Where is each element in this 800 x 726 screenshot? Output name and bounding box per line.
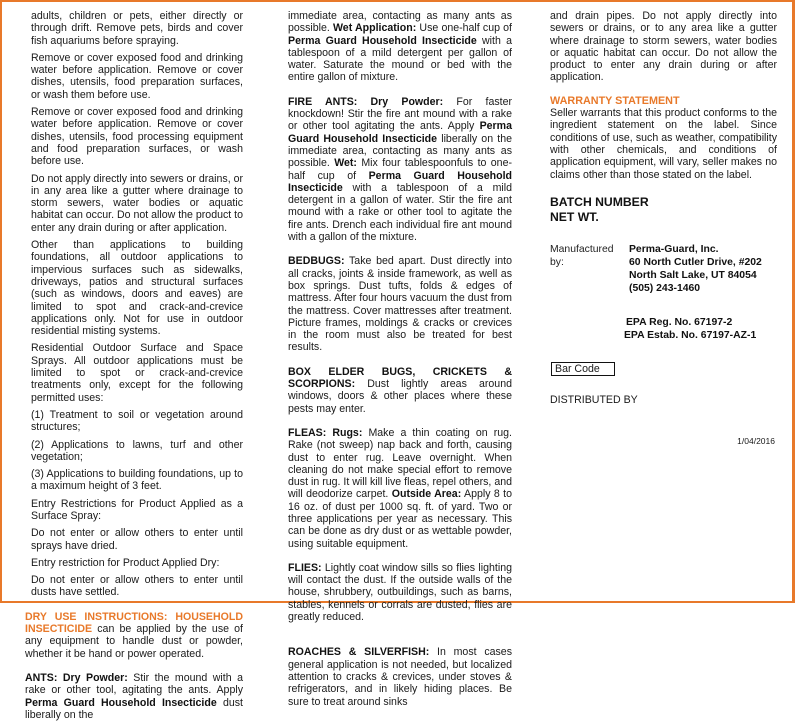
flies-section: FLIES: Lightly coat window sills so flies lighting will contact the dust. If the outside walls of the house, shrubbery, outbuildings, such as barns, stables, kennels or corrals are dusted, flies are greatly reduced.: [288, 561, 512, 624]
label-date: 1/04/2016: [737, 436, 775, 447]
product-name: Perma Guard Household Insecticide: [25, 696, 217, 709]
dry-use-instructions: DRY USE INSTRUCTIONS: HOUSEHOLD INSECTICIDE can be applied by the use of any equipment to handle dust or powder, whether it be hand or power operated.: [25, 610, 243, 660]
batch-number: BATCH NUMBER: [550, 194, 649, 209]
box-elder-section: BOX ELDER BUGS, CRICKETS & SCORPIONS: Dust lightly areas around windows, doors & other places where these pests may enter.: [288, 365, 512, 415]
distributed-by: DISTRIBUTED BY: [550, 393, 638, 406]
product-name: Perma Guard Household Insecticide: [288, 34, 477, 47]
warranty-heading: WARRANTY STATEMENT: [550, 94, 680, 107]
epa-reg-number: EPA Reg. No. 67197-2: [626, 316, 733, 328]
flies-label: FLIES:: [288, 561, 322, 574]
epa-estab-number: EPA Estab. No. 67197-AZ-1: [624, 329, 757, 341]
bedbugs-label: BEDBUGS:: [288, 255, 345, 268]
column-1: [25, 10, 244, 726]
epa-block: [626, 316, 777, 342]
manufacturer-address-1: 60 North Cutler Drive, #202: [629, 256, 762, 268]
manufacturer-phone: (505) 243-1460: [629, 282, 701, 294]
fleas-section: FLEAS: Rugs: Make a thin coating on rug. Rake (not sweep) nap back and forth, causing dust to enter rug. Leave overnight. When cleaning do not make special effort to remove dust in rug. It will kill live fleas, repel others, and will deodorize carpet. Outside Area: Apply 8 to 16 oz. of dust per 1000 sq. ft. of yard. Two or three applications per year as necessary. This can be done as dry dust or as wettable powder, using suitable equipment.: [288, 426, 512, 550]
fire-ants-section: FIRE ANTS: Dry Powder: For faster knockdown! Stir the fire ant mound with a rake or other tool agitating the ants. Apply Perma Guard Household Insecticide liberally on the immediate area, contacting as many ants as possible. Wet: Mix four tablespoonfuls to one-half cup of Perma Guard Household Insecticide with a tablespoon of a mild detergent in a gallon of water. Stir the fire ant mound with a rake or other tool to agitate the fire ants. Drench each individual fire ant mound with a gallon of the mixture.: [288, 95, 512, 244]
bedbugs-section: BEDBUGS: Take bed apart. Dust directly into all cracks, joints & inside framework, as well as box springs. Dust tufts, folds & edges of mattress. After four hours vacuum the dust from the mattress. Cover mattresses after treatment. Picture frames, moldings & cracks or crevices in the room must also be treated for best results.: [288, 255, 512, 354]
fleas-label: FLEAS: Rugs:: [288, 426, 363, 439]
paragraph-sewers: Do not apply directly into sewers or drains, or in any area like a gutter where drainage to storm sewers, water bodies or aquatic habitat can occur. Do not allow the product to enter any drain during or after application.: [31, 172, 244, 234]
entry-restriction-dry-heading: Entry restriction for Product Applied Dry:: [31, 556, 220, 569]
entry-restriction-dry-text: Do not enter or allow others to enter until dusts have settled.: [31, 574, 243, 599]
permitted-use-2: (2) Applications to lawns, turf and other vegetation;: [31, 438, 243, 463]
ants-label: ANTS: Dry Powder:: [25, 671, 128, 684]
permitted-use-1: (1) Treatment to soil or vegetation around structures;: [31, 408, 243, 434]
ants-section: ANTS: Dry Powder: Stir the mound with a rake or other tool, agitating the ants. Apply Perma Guard Household Insecticide dust liberally on the: [25, 671, 243, 721]
warranty-text: Seller warrants that this product conforms to the ingredient statement on the label. Since conditions of use, such as weather, compatibility with other chemicals, and conditions of application equipment, will vary, seller makes no claims other than those stated on the label.: [550, 107, 777, 181]
entry-restrictions-spray-text: Do not enter or allow others to enter until sprays have dried.: [31, 527, 243, 552]
manufacturer-details: [629, 243, 762, 295]
paragraph-food-1: Remove or cover exposed food and drinking water before application. Remove or cover dishes, utensils, food preparation surfaces, or wash them before use.: [31, 51, 243, 101]
permitted-use-3: (3) Applications to building foundations, up to a maximum height of 3 feet.: [31, 468, 243, 493]
entry-restrictions-spray-heading: Entry Restrictions for Product Applied as a Surface Spray:: [31, 497, 243, 522]
ants-continued: immediate area, contacting as many ants as possible. Wet Application: Use one-half cup of Perma Guard Household Insecticide with a tablespoon of a mild detergent per gallon of water. Saturate the mound or bed with the entire gallon of mixture.: [288, 10, 513, 84]
net-weight: NET WT.: [550, 209, 599, 224]
manufacturer-block: [550, 243, 777, 295]
manufacturer-address-2: North Salt Lake, UT 84054: [629, 269, 757, 281]
column-3: [550, 10, 777, 447]
box-elder-label: BOX ELDER BUGS, CRICKETS & SCORPIONS:: [288, 365, 512, 391]
roaches-label: ROACHES & SILVERFISH:: [288, 646, 430, 659]
dry-use-heading: DRY USE INSTRUCTIONS: HOUSEHOLD INSECTICIDE: [25, 610, 243, 636]
manufacturer-name: Perma-Guard, Inc.: [629, 243, 719, 255]
paragraph-drift: adults, children or pets, either directly or through drift. Remove pets, birds and cover fish aquariums before spraying.: [31, 10, 243, 47]
roaches-continued: and drain pipes. Do not apply directly into sewers or drains, or to any area like a gutter where drainage to storm sewers, water bodies or aquatic habitat can occur. Do not allow the product to enter any drain during or after application.: [550, 10, 777, 84]
paragraph-residential: Residential Outdoor Surface and Space Sprays. All outdoor applications must be limited to spot or crack-and-crevice treatments only, except for the following permitted uses:: [31, 342, 243, 404]
paragraph-outdoor: Other than applications to building foundations, all outdoor applications to impervious surfaces such as sidewalks, driveways, patios and structural surfaces (such as windows, doors and eaves) are limited to spot and crack-and-crevice applications only. Not for use in outdoor residential misting systems.: [31, 239, 243, 338]
roaches-section: ROACHES & SILVERFISH: In most cases general application is not needed, but localized attention to cracks & crevices, under stoves & refrigerators, and in likely hiding places. Be sure to treat around sinks: [288, 646, 512, 708]
manufacturer-label: Manufactured by:: [550, 243, 614, 268]
bar-code-box: Bar Code: [551, 362, 615, 376]
paragraph-food-2: Remove or cover exposed food and drinking water before application. Remove or cover dishes, utensils, food processing equipment and food preparation surfaces, or wash before use.: [31, 106, 243, 168]
column-2: [288, 10, 512, 713]
fire-ants-label: FIRE ANTS: Dry Powder:: [288, 95, 444, 108]
